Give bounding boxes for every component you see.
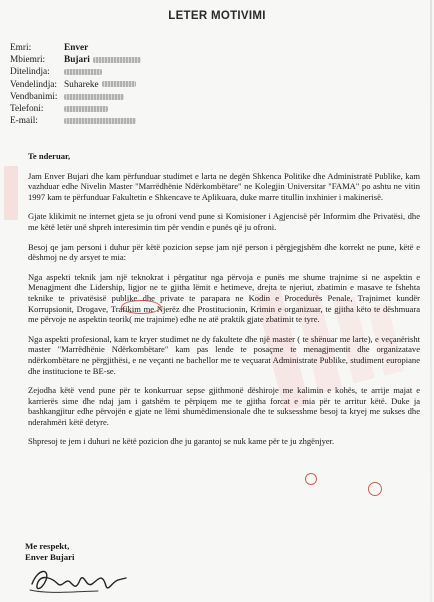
watermark-bar	[4, 166, 18, 220]
paragraph: Zejodha këtë vend pune për te konkurruar sepse gjithmonë dëshiroje me kalimin e kohës, te arrije majat e karrierës sime dhe ndaj jam i gatshëm te përpiqem me te gjitha forcat e mia për te arritur këtë. Duke ja bashkangjitur edhe përvojën e gjate ne lëmi shumëdimensionale dhe te suksesshme besoj ta kryej me sukses dhe nderahmëri këtë detyre.	[28, 385, 420, 427]
detail-value: Suhareke	[64, 79, 99, 90]
detail-value: Enver	[64, 43, 89, 53]
redacted-text	[64, 106, 108, 112]
salutation: Te nderuar,	[28, 151, 71, 161]
redacted-text	[102, 81, 136, 87]
redacted-text	[93, 57, 141, 63]
paragraph: Shpresoj te jem i duhuri ne këtë pozicion dhe ju garantoj se nuk kame për te ju zhgënjyer.	[28, 436, 335, 447]
signer-name: Enver Bujari	[25, 551, 75, 562]
detail-row	[10, 115, 141, 127]
detail-row	[10, 79, 141, 91]
letter-body	[28, 151, 420, 456]
detail-label: Ditelindja:	[10, 67, 50, 78]
detail-row	[10, 66, 141, 78]
detail-label: Mbiemri:	[10, 55, 46, 66]
detail-row	[10, 91, 141, 103]
handwritten-signature	[28, 564, 138, 598]
paragraph: Besoj qe jam personi i duhur për këtë pozicion sepse jam një person i përgjegjshëm dhe korrekt ne pune, këtë e dëshmoj ne dy arsyet te mia:	[28, 241, 420, 263]
redacted-text	[64, 118, 136, 124]
highlight-circle	[305, 473, 317, 485]
paragraphs	[28, 171, 420, 447]
detail-label: Vendbanimi:	[10, 91, 58, 102]
paragraph: Nga aspekti profesional, kam te kryer studimet ne dy fakultete dhe një master ( te shënuar me larte), e veçanërisht master "Marrëdhënie Ndërkombëtare" kam pas lende te posaçme te menagjmentit dhe organizatave ndërkombëtare ne përgjithësi, e ne veçanti ne bachellor me te veçuarat Administrate Publike, studiment europiane dhe institucione te BE-se.	[28, 333, 420, 376]
detail-label: Vendelindja:	[10, 79, 57, 90]
personal-details	[10, 42, 141, 127]
redacted-text	[64, 94, 124, 100]
detail-label: Telefoni:	[10, 103, 44, 114]
paragraph: Gjate klikimit ne internet gjeta se ju ofroni vend pune si Komisioner i Agjencisë për Informim dhe Privatësi, dhe me këtë letër unë shpreh interesimin tim për vendin e punës që ju ofroni.	[28, 211, 420, 232]
detail-label: Emri:	[10, 43, 32, 53]
detail-row	[10, 54, 141, 66]
redacted-text	[64, 69, 102, 75]
document-title: LETER MOTIVIMI	[168, 10, 266, 22]
paragraph: Nga aspekti teknik jam një teknokrat i përgatitur nga përvoja e punës me shume trajnime si ne aspektin e Menagjment dhe Lidership, ligjor ne te gjitha lëmit e hetimeve, drejta te njeriut, zbatimin e masave te fshehta teknike te privatësisë publike dhe private te parapara ne Kodin e Procedurës Penale, Trajnimet kundër Korrupsionit, Drogave, Trafikim me Njerëz dhe Prostitucionin, Krimin e organizuar, te gjitha këto te dëshmuara me përvoje ne aspektin teorik( me trajnime) edhe ne atë praktik gjate zbatimit te tyre.	[28, 271, 420, 325]
paragraph: Jam Enver Bujari dhe kam përfunduar studimet e larta ne degën Shkenca Politike dhe Administratë Publike, kam vazhduar edhe Nivelin Master "Marrëdhënie Ndërkombëtare" ne Kolegjin Universitar "FAMA" po ashtu ne vitin 1997 kam te përfunduar Fakultetin e Shkencave te Aplikuara, duke marre titullin inxhinier i makinerisë.	[28, 170, 420, 202]
detail-value: Bujari	[64, 55, 90, 66]
highlight-circle	[368, 482, 382, 496]
closing-block	[25, 541, 74, 562]
detail-label: E-mail:	[10, 116, 38, 127]
detail-row	[10, 42, 141, 54]
highlight-circle	[121, 300, 161, 314]
scan-edge	[430, 0, 432, 602]
closing-text: Me respekt,	[25, 541, 70, 551]
detail-row	[10, 103, 141, 115]
